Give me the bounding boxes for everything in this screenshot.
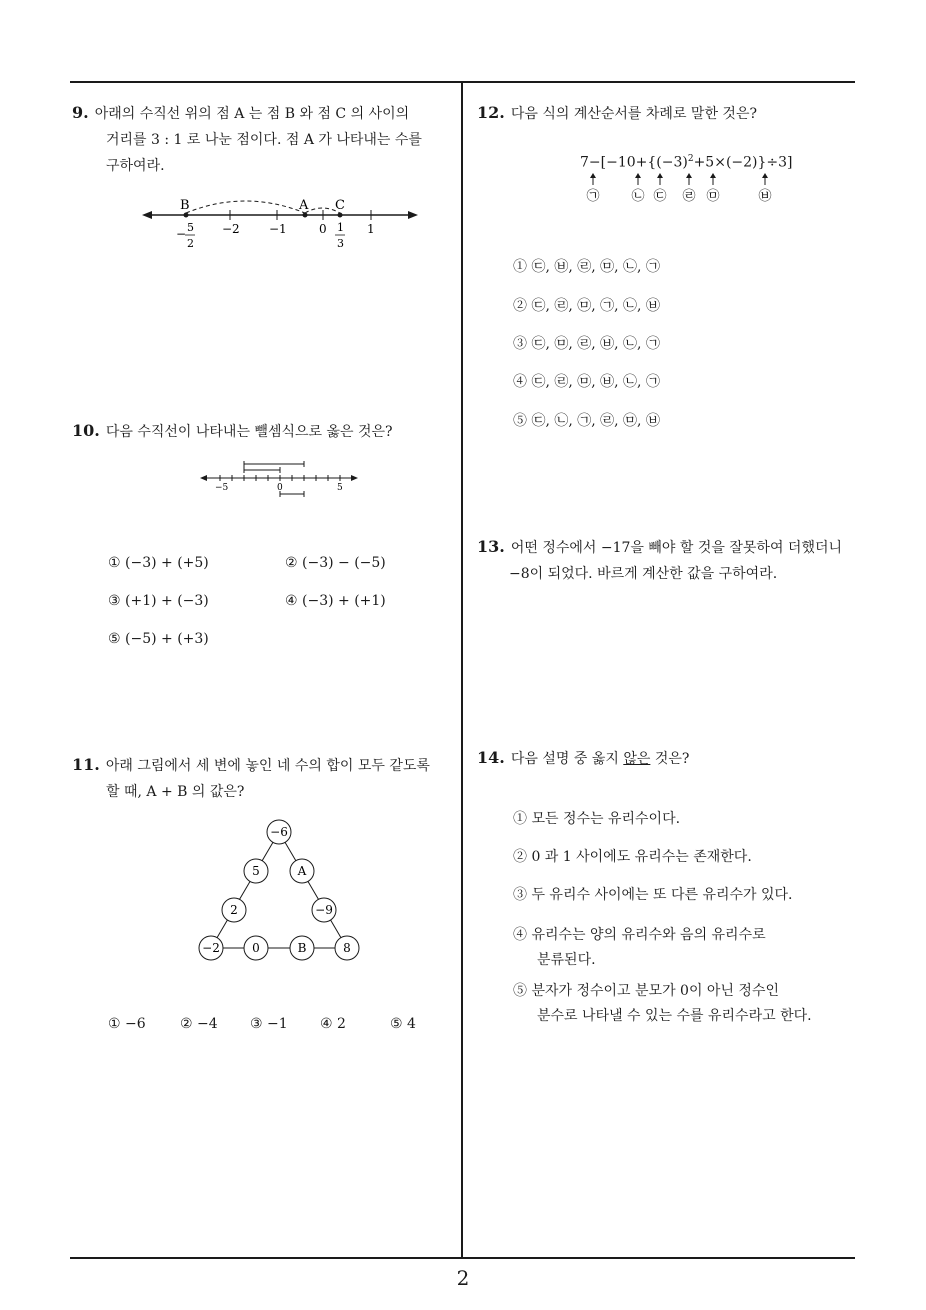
option-1[interactable]: ① (−3) + (+5) [108, 555, 209, 571]
node-bottom-2: 0 [252, 941, 260, 955]
node-left-1: 5 [252, 864, 260, 878]
question-9 [72, 100, 457, 179]
expression-part: +5×(−2)}÷3] [693, 154, 793, 171]
tick-label: −1 [269, 222, 287, 236]
q9-number-line [140, 195, 425, 255]
tick-label: −2 [222, 222, 240, 236]
question-12 [477, 100, 857, 127]
tick-minus-sign: − [176, 227, 187, 241]
question-number: 9. [72, 103, 89, 122]
column-divider [461, 82, 463, 1258]
tick-label: 0 [277, 483, 283, 493]
marker-6: ㉥ [758, 189, 772, 204]
bottom-rule [70, 1257, 855, 1259]
question-number: 13. [477, 537, 505, 556]
page-number: 2 [456, 1266, 470, 1290]
node-bottom-1: −2 [202, 941, 220, 955]
order-markers [575, 172, 795, 206]
option-5[interactable]: ⑤ 4 [390, 1016, 416, 1032]
question-text: 다음 설명 중 옳지 [510, 751, 624, 767]
option-4[interactable]: ④ 유리수는 양의 유리수와 음의 유리수로 [513, 927, 766, 943]
option-5-continued: 분수로 나타낼 수 있는 수를 유리수라고 한다. [537, 1008, 812, 1024]
question-text-line2: 거리를 3 : 1 로 나눈 점이다. 점 A 가 나타내는 수를 [106, 132, 422, 148]
marker-1: ㉠ [586, 189, 600, 204]
question-14 [477, 745, 857, 772]
question-text-underlined: 않은 [623, 751, 651, 767]
option-4[interactable]: ④ (−3) + (+1) [285, 593, 386, 609]
expression [580, 154, 793, 171]
marker-2: ㉡ [631, 189, 645, 204]
point-a-label: A [299, 198, 309, 213]
question-10 [72, 418, 457, 445]
option-2[interactable]: ② ㉢, ㉣, ㉤, ㉠, ㉡, ㉥ [513, 298, 660, 314]
expression-exponent: 2 [687, 154, 694, 164]
question-text-line2: −8이 되었다. 바르게 계산한 값을 구하여라. [509, 566, 778, 582]
question-11 [72, 752, 457, 805]
marker-4: ㉣ [682, 189, 696, 204]
question-13 [477, 534, 862, 587]
tick-label: 1 [367, 222, 375, 236]
question-text: 다음 수직선이 나타내는 뺄셈식으로 옳은 것은? [105, 424, 393, 440]
point-b-label: B [180, 198, 190, 213]
option-3[interactable]: ③ −1 [250, 1016, 288, 1032]
node-left-2: 2 [230, 903, 238, 917]
question-text-line1: 아래 그림에서 세 변에 놓인 네 수의 합이 모두 같도록 [105, 758, 430, 774]
option-1[interactable]: ① 모든 정수는 유리수이다. [513, 811, 681, 827]
expression-part: 7−[−10+{(−3) [580, 154, 688, 171]
node-bottom-4: 8 [343, 941, 351, 955]
question-text-line2: 할 때, A + B 의 값은? [106, 784, 245, 800]
node-right-1: A [297, 864, 307, 878]
option-4[interactable]: ④ 2 [320, 1016, 346, 1032]
question-number: 11. [72, 755, 100, 774]
q11-triangle-figure [195, 815, 365, 965]
option-3[interactable]: ③ (+1) + (−3) [108, 593, 209, 609]
point-c-label: C [335, 198, 345, 213]
option-3[interactable]: ③ 두 유리수 사이에는 또 다른 유리수가 있다. [513, 887, 793, 903]
question-number: 12. [477, 103, 505, 122]
option-4[interactable]: ④ ㉢, ㉣, ㉤, ㉥, ㉡, ㉠ [513, 374, 660, 390]
question-number: 14. [477, 748, 505, 767]
question-text: 것은? [650, 751, 690, 767]
tick-fraction-numerator: 1 [337, 221, 344, 234]
tick-label: 5 [337, 483, 343, 493]
question-text-line3: 구하여라. [106, 158, 165, 174]
option-5[interactable]: ⑤ 분자가 정수이고 분모가 0이 아닌 정수인 [513, 983, 779, 999]
option-2[interactable]: ② (−3) − (−5) [285, 555, 386, 571]
option-1[interactable]: ① ㉢, ㉥, ㉣, ㉤, ㉡, ㉠ [513, 259, 660, 275]
node-bottom-3: B [297, 941, 307, 955]
question-text: 다음 식의 계산순서를 차례로 말한 것은? [510, 106, 757, 122]
node-top: −6 [270, 825, 288, 839]
q10-number-line [198, 458, 363, 503]
node-right-2: −9 [315, 903, 333, 917]
tick-label: −5 [215, 483, 229, 493]
question-text-line1: 아래의 수직선 위의 점 A 는 점 B 와 점 C 의 사이의 [94, 106, 410, 122]
tick-fraction-denominator: 3 [337, 237, 344, 250]
option-1[interactable]: ① −6 [108, 1016, 146, 1032]
option-4-continued: 분류된다. [537, 952, 596, 968]
tick-fraction-numerator: 5 [187, 221, 194, 234]
tick-label: 0 [319, 222, 327, 236]
option-2[interactable]: ② −4 [180, 1016, 218, 1032]
option-5[interactable]: ⑤ ㉢, ㉡, ㉠, ㉣, ㉤, ㉥ [513, 413, 660, 429]
marker-3: ㉢ [653, 189, 667, 204]
option-5[interactable]: ⑤ (−5) + (+3) [108, 631, 209, 647]
question-text-line1: 어떤 정수에서 −17을 빼야 할 것을 잘못하여 더했더니 [510, 540, 843, 556]
tick-fraction-denominator: 2 [187, 237, 194, 250]
marker-5: ㉤ [706, 189, 720, 204]
question-number: 10. [72, 421, 100, 440]
option-2[interactable]: ② 0 과 1 사이에도 유리수는 존재한다. [513, 849, 752, 865]
option-3[interactable]: ③ ㉢, ㉤, ㉣, ㉥, ㉡, ㉠ [513, 336, 660, 352]
